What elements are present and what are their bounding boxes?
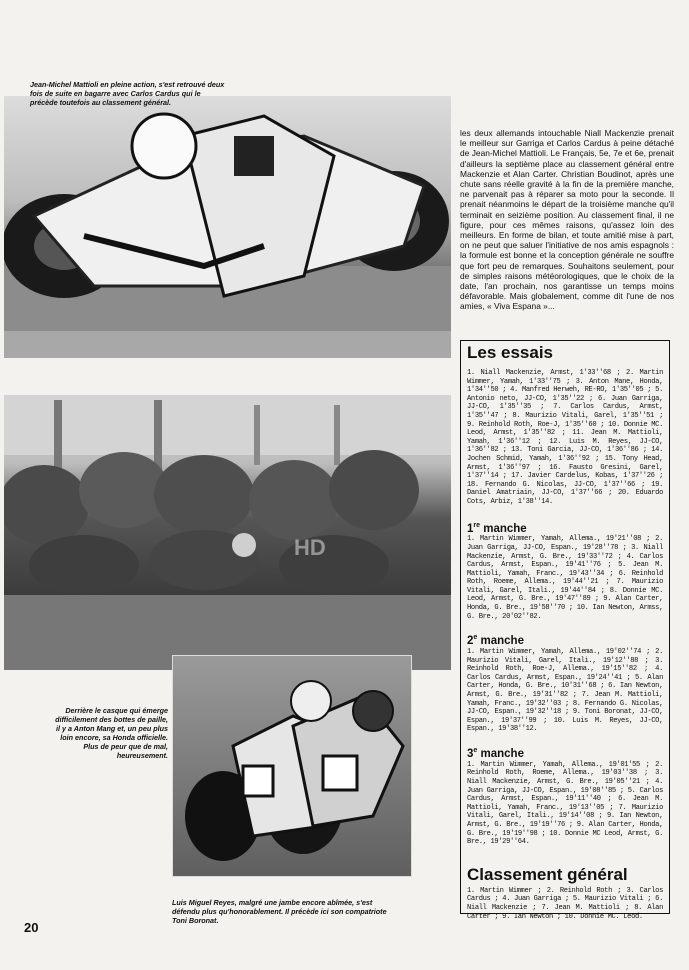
results-box <box>460 340 670 921</box>
photo-reyes-boronat <box>172 655 412 877</box>
classement-title: Classement général <box>467 864 628 884</box>
classement-results: 1. Martin Wimmer ; 2. Reinhold Roth ; 3. Carlos Cardus ; 4. Juan Garriga ; 5. Maurizio Vitali ; 6. Niall Mackenzie ; 7. Jean M. Mattioli ; 8. Alan Carter ; 9. Ian Newton ; 10. Donnie MC. Leod. <box>467 886 663 921</box>
manche1-title: 1re manche <box>467 521 527 535</box>
photo-mattioli-racing <box>4 96 451 358</box>
bales-illustration <box>4 395 451 670</box>
manche3-title: 3e manche <box>467 747 524 760</box>
essais-results: 1. Niall Mackenzie, Armst, 1'33''68 ; 2. Martin Wimmer, Yamah, 1'33''75 ; 3. Anton Mane, Honda, 1'34''50 ; 4. Manfred Herweh, RE-RO, 1'35''05 ; 5. Antonio neto, JJ-CO, 1'35''22 ; 6. Juan Garriga, JJ-CO, 1'35''35 ; 7. Carlos Cardus, Armst, 1'35''47 ; 8. Maurizio Vitali, Garel, 1'35''51 ; 9. Reinhold Roth, Roe-J, 1'35''60 ; 10. Donnie MC. Leod, Armst, 1'35''82 ; 11. Jean M. Mattioli, Yamah, 1'36''12 ; 12. Luis M. Reyes, JJ-CO, 1'36''82 ; 13. Toni Garcia, JJ-CO, 1'36''86 ; 14. Jochen Schmid, Yamah, 1'36''92 ; 15. Tony Head, Armst, 1'36''97 ; 16. Fausto Gresini, Garel, 1'37''14 ; 17. Javier Cardelus, Kobas, 1'37''26 ; 18. Fernando G. Nicolas, JJ-CO, 1'37''66 ; 19. Daniel Amatriain, JJ-CO, 1'37''66 ; 20. Eduardo Cots, Arbiz, 1'38''14. <box>467 369 663 506</box>
page-number: 20 <box>24 920 39 935</box>
watermark-hd: HD <box>294 535 326 560</box>
manche2-title: 2e manche <box>467 634 524 648</box>
article-text: les deux allemands intouchable Niall Mackenzie prenait le meilleur sur Garriga et Carlos Cardus à peine détaché de Jean-Michel Mattioli. Le Français, 5e, 7e et 6e, prenait d'ailleurs la septième place au classement général entre Mackenzie et Alan Carter. Christian Boudinot, après une chute sans réelle gravité à la fin de la première manche, ne parvenait pas à réparer sa moto pour la seconde. Il prenait néanmoins le départ de la troisième manche qu'il terminait en seizième position. Au classement final, il ne figure, pour ces mêmes raisons, qu'assez loin des meilleurs. En forme de bilan, et toute amitié mise à part, on ne peut que saluer l'initiative de nos amis espagnols : la formule est bonne et la conception générale ne souffre que fort peu de remarques. Souhaitons seulement, pour de simples raisons météorologiques, que le choix de la date, l'an prochain, nos garantisse un temps moins défavorable. Mais globalement, comme dit l'une de nos amies, « Viva Espana »... <box>460 128 674 312</box>
manche2-results: 1. Martin Wimmer, Yamah, Allema., 19'02''74 ; 2. Maurizio Vitali, Garel, Itali., 19'12''88 ; 3. Reinhold Roth, Roe-J, Allema., 19'15''82 ; 4. Carlos Cardus, Armst, Espan., 19'24''41 ; 5. Alan Carter, Honda, G. Bre., 10'31''68 ; 6. Ian Newton, Armst, G. Bre., 19'31''82 ; 7. Jean M. Mattioli, Yamah, Franc., 19'32''03 ; 8. Fernando G. Nicolas, JJ-CO, Espan., 19'32''18 ; 9. Toni Boronat, JJ-CO, Espan., 19'37''99 ; 10. Luis M. Reyes, JJ-CO, Espan., 19'38''12. <box>467 648 663 734</box>
photo-straw-bales <box>4 395 451 670</box>
bike-illustration <box>4 96 451 358</box>
bikes-illustration <box>173 656 411 876</box>
caption-bottom: Luis Miguel Reyes, malgré une jambe encore abîmée, s'est défendu plus qu'honorablement. Il précède ici son compatriote Toni Boronat. <box>172 898 387 925</box>
essais-title: Les essais <box>467 343 554 362</box>
caption-top: Jean-Michel Mattioli en pleine action, s'est retrouvé deux fois de suite en bagarre avec Carlos Cardus qui le précède toutefois au classement général. <box>30 80 225 107</box>
caption-middle: Derrière le casque qui émerge difficilement des bottes de paille, il y a Anton Mang et, un peu plus loin encore, sa Honda officielle. Plus de peur que de mal, heureusement. <box>55 706 168 760</box>
manche3-results: 1. Martin Wimmer, Yamah, Allema., 19'01'55 ; 2. Reinhold Roth, Roeme, Allema., 19'03''38 ; 3. Niall Mackenzie, Armst, G. Bre., 19'05''21 ; 4. Juan Garriga, JJ-CO, Espan., 19'08''85 ; 5. Carlos Cardus, Armst, Espan., 19'11''40 ; 6. Jean M. Mattioli, Yamah, Franc., 19'13''05 ; 7. Maurizio Vitali, Garel, Itali., 19'14''08 ; 9. Ian Newton, Armst, G. Bre., 19'19''76 ; 9. Alan Carter, Honda, G. Bre., 19'19''98 ; 10. Donnie MC Leod, Armst, G. Bre., 19'29''64. <box>467 760 663 847</box>
manche1-results: 1. Martin Wimmer, Yamah, Allema., 19'21''08 ; 2. Juan Garriga, JJ-CO, Espan., 19'28''78 ; 3. Niall Mackenzie, Armst, G. Bre., 19'33''72 ; 4. Carlos Cardus, Armst, Espan., 19'41''76 ; 5. Jean M. Mattioli, Yamah, Franc., 19'43''34 ; 6. Reinhold Roth, Roeme, Allema., 19'44''21 ; 7. Maurizio Vitali, Garel, Itali., 19'44''84 ; 8. Donnie MC. Leod, Armst, G. Bre., 19'47''89 ; 9. Alan Carter, Honda, G. Bre., 19'58''70 ; 10. Ian Newton, Armss, G. Bre., 20'02''82. <box>467 535 663 621</box>
